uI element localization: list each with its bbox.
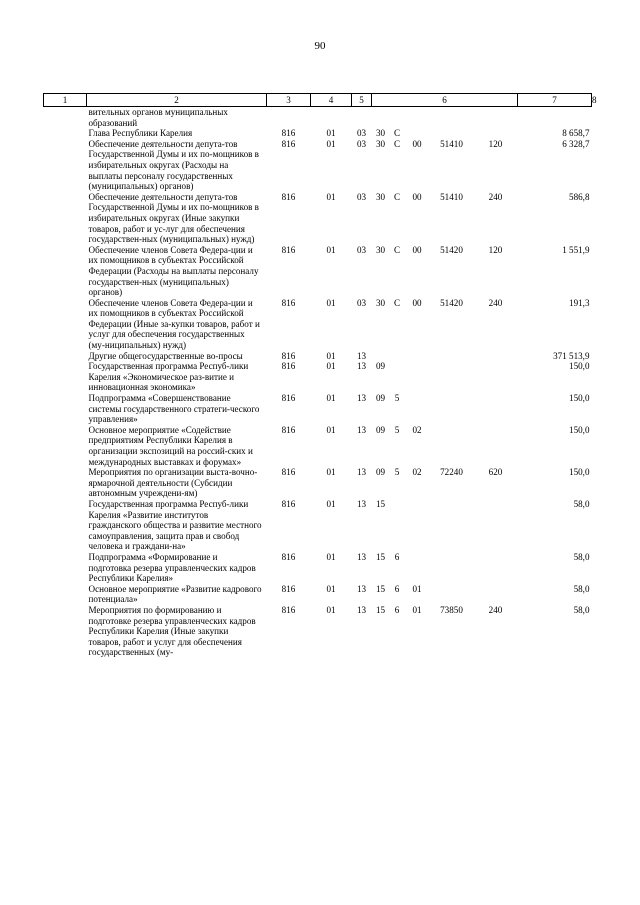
row-vr: [474, 107, 518, 129]
row-pr: 03: [356, 244, 367, 255]
row-vr: 120: [488, 244, 503, 255]
row-ved: 816: [281, 498, 296, 509]
row-cs-event: 01: [412, 583, 422, 594]
row-empty-cell: [44, 298, 87, 351]
row-cs-program: 09: [375, 424, 386, 435]
row-cs-program: 15: [375, 498, 386, 509]
row-rz: 01: [326, 361, 336, 372]
row-cs-direction: 51420: [440, 297, 463, 308]
row-cs-event: 00: [412, 191, 422, 202]
row-cs-direction: [430, 425, 474, 467]
row-pr: 13: [356, 604, 367, 615]
row-cs-subprogram: [390, 499, 405, 552]
row-vr: [474, 351, 518, 362]
row-rz: 01: [326, 297, 336, 308]
row-name: вительных органов муниципальных образований: [88, 107, 228, 128]
row-rz: 01: [326, 191, 336, 202]
row-empty-cell: [44, 552, 87, 584]
row-empty-cell: [44, 361, 87, 393]
row-sum: 58,0: [573, 604, 590, 615]
row-cs-subprogram: 6: [394, 583, 400, 594]
row-ved: 816: [281, 604, 296, 615]
row-cs-subprogram: С: [393, 191, 401, 202]
row-cs-subprogram: С: [393, 297, 401, 308]
row-cs-program: 09: [375, 393, 386, 404]
row-cs-direction: [430, 361, 474, 393]
row-name: Глава Республики Карелия: [88, 128, 193, 139]
row-cs-direction: 73850: [440, 604, 463, 615]
header-col-2: 2: [87, 94, 267, 107]
row-cs-direction: [430, 584, 474, 605]
row-cs-event: [405, 107, 430, 129]
row-name: Обеспечение членов Совета Федера-ции и их помощников в субъектах Российской Федерации (Расходы на выплаты персоналу государствен-ных (муниципальных) органов): [88, 244, 259, 298]
header-col-4: 4: [311, 94, 352, 107]
table-row: [44, 605, 592, 658]
row-name: Мероприятия по формированию и подготовке резерва управленческих кадров Республики Карелия (Иные закупки товаров, работ и услуг для обеспечения государственных (му-: [88, 604, 256, 658]
row-rz: [311, 107, 352, 129]
row-pr: [352, 107, 372, 129]
row-ved: 816: [281, 191, 296, 202]
row-ved: 816: [281, 393, 296, 404]
table-body: [44, 107, 592, 658]
row-sum: 58,0: [573, 551, 590, 562]
row-vr: [474, 128, 518, 139]
row-empty-cell: [44, 107, 87, 129]
row-sum: 58,0: [573, 498, 590, 509]
row-vr: [474, 584, 518, 605]
row-sum: 150,0: [569, 361, 590, 372]
row-cs-subprogram: С: [393, 138, 401, 149]
row-pr: 13: [356, 498, 367, 509]
row-vr: [474, 552, 518, 584]
row-cs-direction: [430, 393, 474, 425]
row-vr: [474, 425, 518, 467]
row-cs-event: 01: [412, 604, 422, 615]
row-name: Государственная программа Респуб-лики Карелия «Экономическое раз-витие и инновационная экономика»: [88, 361, 249, 393]
table-row: [44, 393, 592, 425]
row-cs-program: [372, 107, 390, 129]
row-ved: 816: [281, 128, 296, 139]
row-ved: 816: [281, 467, 296, 478]
row-cs-subprogram: [390, 351, 405, 362]
row-ved: 816: [281, 350, 296, 361]
row-name: Обеспечение деятельности депута-тов Государственной Думы и их по-мощников в избирательных округах (Расходы на выплаты персоналу государственных (муниципальных) органов): [88, 138, 259, 192]
row-cs-subprogram: 6: [394, 551, 400, 562]
row-name: Основное мероприятие «Содействие предприятиям Республики Карелия в организации экспозиций на россий-ских и международных выставках и форумах»: [88, 424, 253, 467]
row-cs-event: 02: [412, 467, 422, 478]
row-empty-cell: [44, 425, 87, 467]
row-empty-cell: [44, 245, 87, 298]
row-empty-cell: [44, 393, 87, 425]
row-name: Подпрограмма «Совершенствование системы государственного стратеги-ческого управления»: [88, 393, 260, 425]
row-ved: 816: [281, 583, 296, 594]
row-name: Обеспечение деятельности депута-тов Государственной Думы и их по-мощников в избирательных округах (Иные закупки товаров, работ и ус-луг для обеспечения государствен-ных (муниципальных) нужд): [88, 191, 259, 245]
row-cs-program: 15: [375, 604, 386, 615]
header-row: 1 2 3 4 5 6 7 8: [44, 94, 592, 107]
row-pr: 03: [356, 191, 367, 202]
row-sum: 150,0: [569, 424, 590, 435]
row-pr: 13: [356, 424, 367, 435]
row-cs-event: 00: [412, 297, 422, 308]
row-cs-event: 02: [412, 424, 422, 435]
header-col-5: 5: [352, 94, 372, 107]
row-empty-cell: [44, 584, 87, 605]
row-pr: 13: [356, 393, 367, 404]
row-cs-subprogram: 5: [394, 393, 400, 404]
row-pr: 13: [356, 467, 367, 478]
row-rz: 01: [326, 350, 336, 361]
table-row: [44, 245, 592, 298]
row-empty-cell: [44, 139, 87, 192]
row-vr: [474, 393, 518, 425]
row-sum: 6 328,7: [562, 138, 590, 149]
row-ved: 816: [281, 424, 296, 435]
row-ved: 816: [281, 551, 296, 562]
row-vr: [474, 499, 518, 552]
row-sum: 1 551,9: [562, 244, 590, 255]
row-pr: 03: [356, 138, 367, 149]
row-empty-cell: [44, 351, 87, 362]
row-name: Другие общегосударственные во-просы: [88, 350, 243, 361]
row-vr: 240: [488, 297, 503, 308]
row-name: Мероприятия по организации выста-вочно-ярмарочной деятельности (Субсидии автономным учреждени-ям): [88, 467, 258, 499]
header-col-1: 1: [44, 94, 87, 107]
table-row: [44, 425, 592, 467]
row-cs-direction: 51410: [440, 138, 463, 149]
row-name: Основное мероприятие «Развитие кадрового потенциала»: [88, 583, 262, 605]
row-cs-direction: [430, 552, 474, 584]
row-rz: 01: [326, 424, 336, 435]
row-empty-cell: [44, 467, 87, 499]
row-cs-program: 30: [375, 244, 386, 255]
row-empty-cell: [44, 499, 87, 552]
header-col-3: 3: [267, 94, 311, 107]
row-empty-cell: [44, 605, 87, 658]
row-cs-program: 15: [375, 583, 386, 594]
page-number: 90: [314, 40, 326, 52]
table-row: [44, 584, 592, 605]
row-rz: 01: [326, 551, 336, 562]
row-cs-program: [372, 351, 390, 362]
row-empty-cell: [44, 192, 87, 245]
row-name: Государственная программа Респуб-лики Карелия «Развитие институтов гражданского общества и развитие местного самоуправления, защита прав и свобод человека и граждани-на»: [88, 498, 262, 552]
row-sum: 191,3: [569, 297, 590, 308]
table-row: [44, 351, 592, 362]
row-cs-subprogram: 5: [394, 424, 400, 435]
row-cs-direction: [430, 499, 474, 552]
row-sum: 586,8: [569, 191, 590, 202]
header-col-7: 7: [518, 94, 592, 107]
row-cs-subprogram: [390, 361, 405, 393]
row-sum: 150,0: [569, 467, 590, 478]
row-cs-direction: [430, 107, 474, 129]
row-name: Подпрограмма «Формирование и подготовка резерва управленческих кадров Республики Карелия»: [88, 551, 256, 584]
row-pr: 03: [356, 128, 367, 139]
row-cs-subprogram: С: [393, 128, 401, 139]
row-sum: 371 513,9: [553, 350, 590, 361]
row-ved: 816: [281, 244, 296, 255]
table-row: [44, 298, 592, 351]
table-row: [44, 192, 592, 245]
row-sum: 150,0: [569, 393, 590, 404]
row-cs-event: [405, 351, 430, 362]
row-pr: 03: [356, 297, 367, 308]
row-pr: 13: [356, 583, 367, 594]
row-cs-event: [405, 128, 430, 139]
row-cs-program: 30: [375, 128, 386, 139]
row-rz: 01: [326, 138, 336, 149]
table-row: [44, 361, 592, 393]
row-cs-program: 15: [375, 551, 386, 562]
row-cs-program: 30: [375, 297, 386, 308]
row-rz: 01: [326, 393, 336, 404]
row-cs-event: 00: [412, 138, 422, 149]
table-row: [44, 552, 592, 584]
row-cs-event: 00: [412, 244, 422, 255]
row-cs-subprogram: 5: [394, 467, 400, 478]
row-pr: 13: [356, 551, 367, 562]
row-vr: 240: [488, 191, 503, 202]
row-cs-subprogram: [390, 107, 405, 129]
row-rz: 01: [326, 498, 336, 509]
row-cs-subprogram: С: [393, 244, 401, 255]
row-cs-direction: 72240: [440, 467, 463, 478]
table-row: [44, 128, 592, 139]
row-rz: 01: [326, 604, 336, 615]
row-cs-subprogram: 6: [394, 604, 400, 615]
row-cs-program: 30: [375, 138, 386, 149]
row-cs-direction: 51410: [440, 191, 463, 202]
row-vr: 120: [488, 138, 503, 149]
row-vr: 620: [488, 467, 503, 478]
header-col-6: 6: [372, 94, 518, 107]
row-vr: [474, 361, 518, 393]
row-sum: 58,0: [573, 583, 590, 594]
row-cs-direction: [430, 128, 474, 139]
row-pr: 13: [356, 350, 367, 361]
row-rz: 01: [326, 583, 336, 594]
row-cs-program: 09: [375, 361, 386, 372]
row-empty-cell: [44, 128, 87, 139]
row-rz: 01: [326, 467, 336, 478]
row-name: Обеспечение членов Совета Федера-ции и их помощников в субъектах Российской Федерации (Иные за-купки товаров, работ и услуг для обеспечения государственных (му-ниципальных) нужд): [88, 297, 260, 351]
row-sum: 8 658,7: [562, 128, 590, 139]
row-vr: 240: [488, 604, 503, 615]
budget-table: [43, 93, 597, 658]
row-ved: 816: [281, 297, 296, 308]
row-cs-event: [405, 499, 430, 552]
row-cs-event: [405, 552, 430, 584]
row-cs-event: [405, 393, 430, 425]
row-rz: 01: [326, 128, 336, 139]
row-pr: 13: [356, 361, 367, 372]
row-cs-direction: 51420: [440, 244, 463, 255]
table-row: [44, 467, 592, 499]
row-cs-program: 30: [375, 191, 386, 202]
row-sum: [518, 107, 592, 129]
row-cs-program: 09: [375, 467, 386, 478]
row-ved: [267, 107, 311, 129]
row-cs-event: [405, 361, 430, 393]
row-cs-direction: [430, 351, 474, 362]
row-ved: 816: [281, 361, 296, 372]
row-ved: 816: [281, 138, 296, 149]
table-row: [44, 107, 592, 129]
table-row: [44, 139, 592, 192]
table-row: [44, 499, 592, 552]
row-rz: 01: [326, 244, 336, 255]
